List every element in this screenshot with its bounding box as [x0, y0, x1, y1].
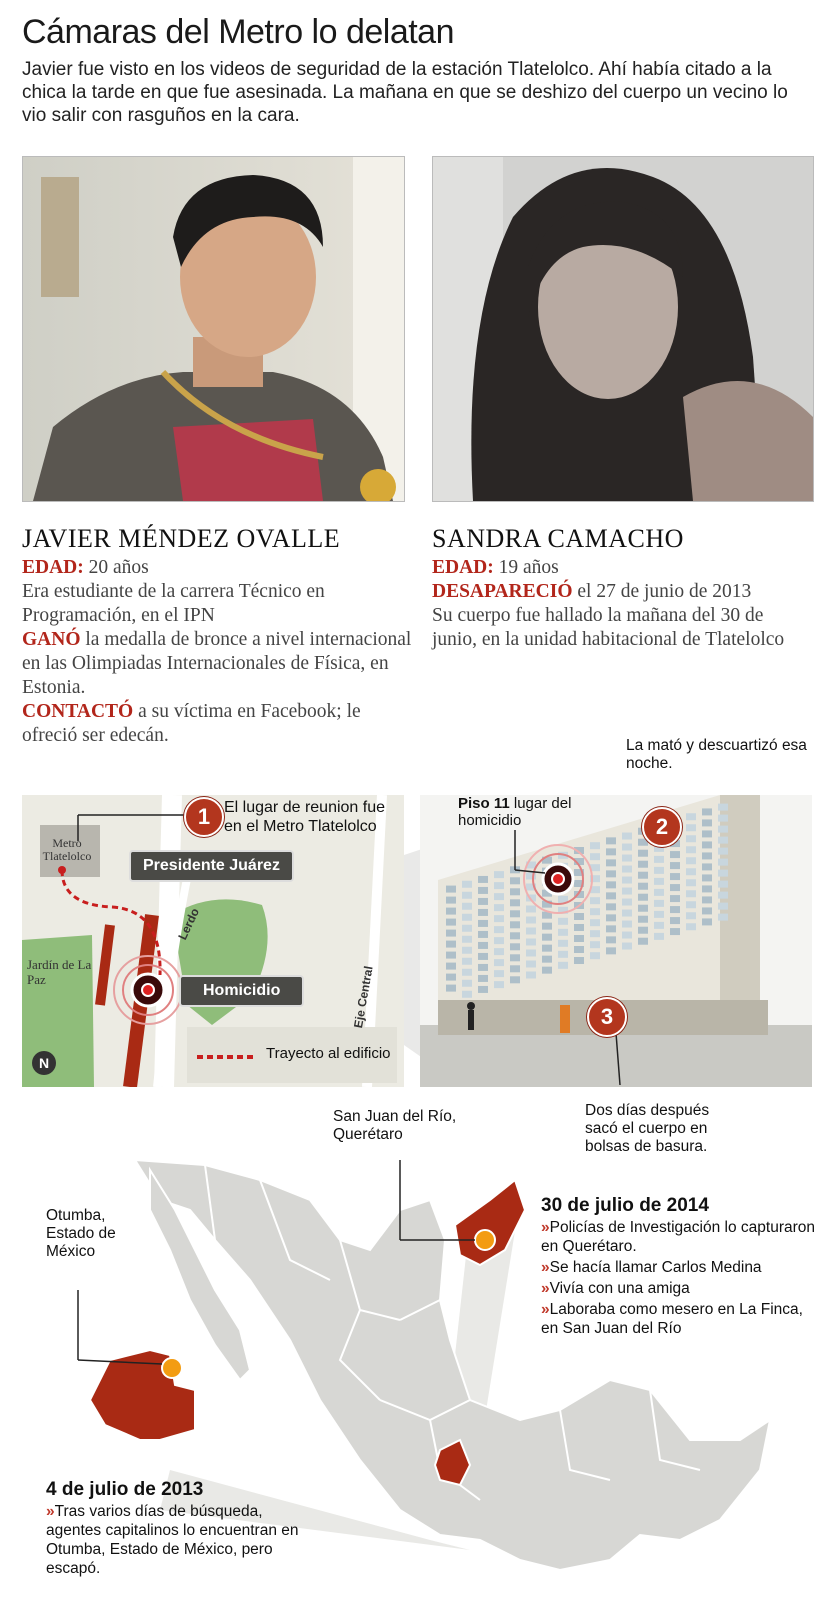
window	[686, 879, 696, 886]
window	[718, 815, 728, 822]
window	[494, 904, 504, 911]
window	[526, 905, 536, 912]
profile-sandra	[432, 524, 802, 652]
window	[686, 857, 696, 864]
window	[702, 852, 712, 859]
window	[638, 850, 648, 857]
window	[670, 851, 680, 858]
window	[654, 856, 664, 863]
route-legend-text: Trayecto al edificio	[266, 1045, 391, 1062]
escape-heading: 4 de julio de 2013	[46, 1479, 204, 1500]
window	[494, 926, 504, 933]
window	[494, 970, 504, 977]
window	[718, 903, 728, 910]
window	[478, 975, 488, 982]
window	[590, 930, 600, 937]
age-label: EDAD:	[22, 557, 84, 578]
window	[606, 903, 616, 910]
contacto-text: a su víctima en Facebook; le ofreció ser edecán.	[22, 701, 361, 746]
window	[654, 933, 664, 940]
step-3-note: Dos días después sacó el cuerpo en bolsas de basura.	[585, 1102, 710, 1155]
window	[494, 948, 504, 955]
window	[446, 941, 456, 948]
window	[718, 837, 728, 844]
park-label: Jardín de La Paz	[27, 957, 92, 987]
window	[638, 872, 648, 879]
portrait-javier-image	[23, 157, 404, 501]
window	[446, 985, 456, 992]
window	[686, 912, 696, 919]
window	[718, 881, 728, 888]
window	[462, 892, 472, 899]
window	[670, 862, 680, 869]
window	[702, 918, 712, 925]
window	[606, 947, 616, 954]
window	[718, 804, 728, 811]
window	[494, 882, 504, 889]
capture-item-text: Policías de Investigación lo capturaron en Querétaro.	[541, 1219, 816, 1255]
top-note: La mató y descuartizó esa noche.	[626, 737, 807, 772]
window	[510, 932, 520, 939]
window	[670, 928, 680, 935]
sjr-label: San Juan del Río, Querétaro	[333, 1108, 457, 1143]
window	[638, 894, 648, 901]
window	[702, 885, 712, 892]
window	[510, 943, 520, 950]
window	[686, 846, 696, 853]
window	[654, 889, 664, 896]
window	[558, 951, 568, 958]
window	[670, 895, 680, 902]
capture-item	[541, 1279, 821, 1298]
window	[590, 941, 600, 948]
window	[478, 986, 488, 993]
homicidio-tag: Homicidio	[179, 975, 304, 1007]
photo-sandra	[432, 156, 814, 502]
lerdo-label: Lerdo	[175, 905, 203, 943]
window	[718, 914, 728, 921]
window	[702, 808, 712, 815]
window	[558, 940, 568, 947]
building-illustration	[420, 795, 812, 1087]
window	[494, 893, 504, 900]
escape-text: Tras varios días de búsqueda, agentes capitalinos lo encuentran en Otumba, Estado de México, pero escapó.	[46, 1503, 299, 1577]
capture-block	[541, 1196, 821, 1340]
window	[462, 980, 472, 987]
window	[462, 881, 472, 888]
bullet-glyph: »	[46, 1503, 55, 1520]
north-compass-icon	[32, 1051, 56, 1075]
window	[622, 877, 632, 884]
window	[446, 886, 456, 893]
window	[542, 923, 552, 930]
window	[446, 952, 456, 959]
capture-item-text: Laboraba como mesero en La Finca, en San Juan del Río	[541, 1301, 803, 1337]
window	[574, 957, 584, 964]
window	[718, 848, 728, 855]
window	[462, 991, 472, 998]
window	[574, 946, 584, 953]
capture-item	[541, 1300, 821, 1338]
window	[574, 924, 584, 931]
metro-label: Metro Tlatelolco	[42, 836, 92, 863]
window	[526, 971, 536, 978]
window	[622, 932, 632, 939]
window	[590, 908, 600, 915]
floor-text: lugar del homicidio	[458, 795, 572, 829]
age-line	[432, 556, 802, 580]
window	[638, 905, 648, 912]
window	[510, 954, 520, 961]
window	[462, 936, 472, 943]
portrait-sandra-image	[433, 157, 813, 501]
capture-item-text: Se hacía llamar Carlos Medina	[549, 1259, 762, 1276]
window	[670, 917, 680, 924]
window	[702, 863, 712, 870]
window	[686, 868, 696, 875]
window	[462, 903, 472, 910]
window	[702, 874, 712, 881]
window	[462, 925, 472, 932]
window	[590, 919, 600, 926]
window	[446, 974, 456, 981]
age-value: 20 años	[83, 557, 149, 578]
window	[558, 929, 568, 936]
window	[702, 907, 712, 914]
window	[478, 876, 488, 883]
window	[606, 848, 616, 855]
eje-central-label: Eje Central	[351, 964, 376, 1030]
window	[638, 927, 648, 934]
gano-label: GANÓ	[22, 629, 81, 650]
window	[718, 892, 728, 899]
capture-item	[541, 1258, 821, 1277]
window	[638, 883, 648, 890]
window	[526, 927, 536, 934]
window	[622, 943, 632, 950]
window	[526, 949, 536, 956]
window	[718, 870, 728, 877]
window	[638, 938, 648, 945]
window	[526, 938, 536, 945]
window	[686, 923, 696, 930]
contacto-label: CONTACTÓ	[22, 701, 134, 722]
age-line	[22, 556, 417, 580]
window	[542, 967, 552, 974]
window	[494, 915, 504, 922]
window	[622, 899, 632, 906]
window	[638, 861, 648, 868]
window	[686, 824, 696, 831]
disappear-line	[432, 580, 802, 604]
step-1-badge: 1	[184, 797, 224, 837]
bullet-glyph: »	[541, 1219, 550, 1236]
street-map	[22, 795, 404, 1087]
otumba-label: Otumba, Estado de México	[46, 1207, 116, 1260]
window	[462, 969, 472, 976]
window	[606, 914, 616, 921]
profile-javier	[22, 524, 417, 748]
window	[590, 952, 600, 959]
step-3-badge: 3	[587, 997, 627, 1037]
escape-item	[46, 1502, 306, 1578]
contact-line	[22, 700, 417, 748]
window	[686, 901, 696, 908]
window	[510, 965, 520, 972]
window	[622, 921, 632, 928]
lead-paragraph: Javier fue visto en los videos de seguridad de la estación Tlatelolco. Ahí había citado a la chica la tarde en que fue asesinada. La mañana en que se deshizo del cuerpo un vecino lo vio salir con rasguños en la cara.	[22, 59, 788, 126]
window	[526, 916, 536, 923]
window	[622, 888, 632, 895]
window	[590, 897, 600, 904]
award-line	[22, 628, 417, 700]
step-2-badge: 2	[642, 807, 682, 847]
profile-name: JAVIER MÉNDEZ OVALLE	[22, 524, 341, 553]
step-1-text: El lugar de reunion fue en el Metro Tlatelolco	[224, 799, 385, 835]
window	[446, 897, 456, 904]
bullet-glyph: »	[541, 1301, 550, 1318]
window	[622, 866, 632, 873]
age-value: 19 años	[493, 557, 559, 578]
window	[478, 887, 488, 894]
window	[654, 878, 664, 885]
page-title: Cámaras del Metro lo delatan	[22, 13, 455, 51]
window	[446, 919, 456, 926]
window	[574, 913, 584, 920]
window	[494, 871, 504, 878]
window	[702, 830, 712, 837]
window	[622, 855, 632, 862]
capture-item	[541, 1218, 821, 1256]
building-panel	[420, 795, 812, 1087]
window	[638, 916, 648, 923]
capture-heading: 30 de julio de 2014	[541, 1195, 709, 1216]
window	[446, 930, 456, 937]
escape-block	[46, 1480, 306, 1580]
window	[510, 877, 520, 884]
window	[510, 976, 520, 983]
window	[478, 964, 488, 971]
window	[606, 870, 616, 877]
window	[510, 899, 520, 906]
window	[686, 835, 696, 842]
window	[702, 819, 712, 826]
window	[702, 841, 712, 848]
window	[654, 900, 664, 907]
bullet-glyph: »	[541, 1259, 550, 1276]
gano-text: la medalla de bronce a nivel internacional en las Olimpiadas Internacionales de Física, en Estonia.	[22, 629, 412, 698]
window	[510, 910, 520, 917]
floor-bold: Piso 11	[458, 795, 510, 812]
window	[478, 931, 488, 938]
photo-javier	[22, 156, 405, 502]
window	[462, 914, 472, 921]
window	[622, 833, 632, 840]
found-line: Su cuerpo fue hallado la mañana del 30 de junio, en la unidad habitacional de Tlatelolco	[432, 605, 785, 650]
window	[686, 890, 696, 897]
window	[558, 918, 568, 925]
window	[622, 910, 632, 917]
window	[478, 920, 488, 927]
bullet-glyph: »	[541, 1280, 550, 1297]
profile-name: SANDRA CAMACHO	[432, 524, 684, 553]
window	[542, 945, 552, 952]
window	[606, 925, 616, 932]
window	[670, 884, 680, 891]
window	[526, 960, 536, 967]
window	[718, 826, 728, 833]
window	[718, 859, 728, 866]
desap-text: el 27 de junio de 2013	[572, 581, 752, 602]
presidente-juarez-tag: Presidente Juárez	[129, 850, 294, 882]
window	[574, 935, 584, 942]
window	[478, 953, 488, 960]
north-label: N	[38, 1055, 50, 1071]
capture-item-text: Vivía con una amiga	[549, 1280, 690, 1297]
window	[670, 873, 680, 880]
window	[494, 981, 504, 988]
window	[510, 888, 520, 895]
window	[462, 947, 472, 954]
desap-label: DESAPARECIÓ	[432, 581, 573, 602]
window	[494, 937, 504, 944]
window	[446, 908, 456, 915]
floor-note	[458, 795, 588, 829]
window	[542, 934, 552, 941]
window	[446, 963, 456, 970]
window	[702, 896, 712, 903]
window	[654, 867, 664, 874]
window	[590, 842, 600, 849]
window	[510, 921, 520, 928]
window	[622, 844, 632, 851]
window	[606, 936, 616, 943]
window	[558, 962, 568, 969]
window	[606, 837, 616, 844]
study-line: Era estudiante de la carrera Técnico en Programación, en el IPN	[22, 581, 325, 626]
window	[478, 909, 488, 916]
window	[494, 959, 504, 966]
window	[462, 958, 472, 965]
window	[654, 922, 664, 929]
window	[686, 813, 696, 820]
window	[670, 906, 680, 913]
window	[478, 942, 488, 949]
window	[478, 898, 488, 905]
window	[542, 956, 552, 963]
window	[606, 881, 616, 888]
window	[606, 859, 616, 866]
window	[590, 853, 600, 860]
window	[654, 911, 664, 918]
window	[606, 892, 616, 899]
age-label: EDAD:	[432, 557, 494, 578]
